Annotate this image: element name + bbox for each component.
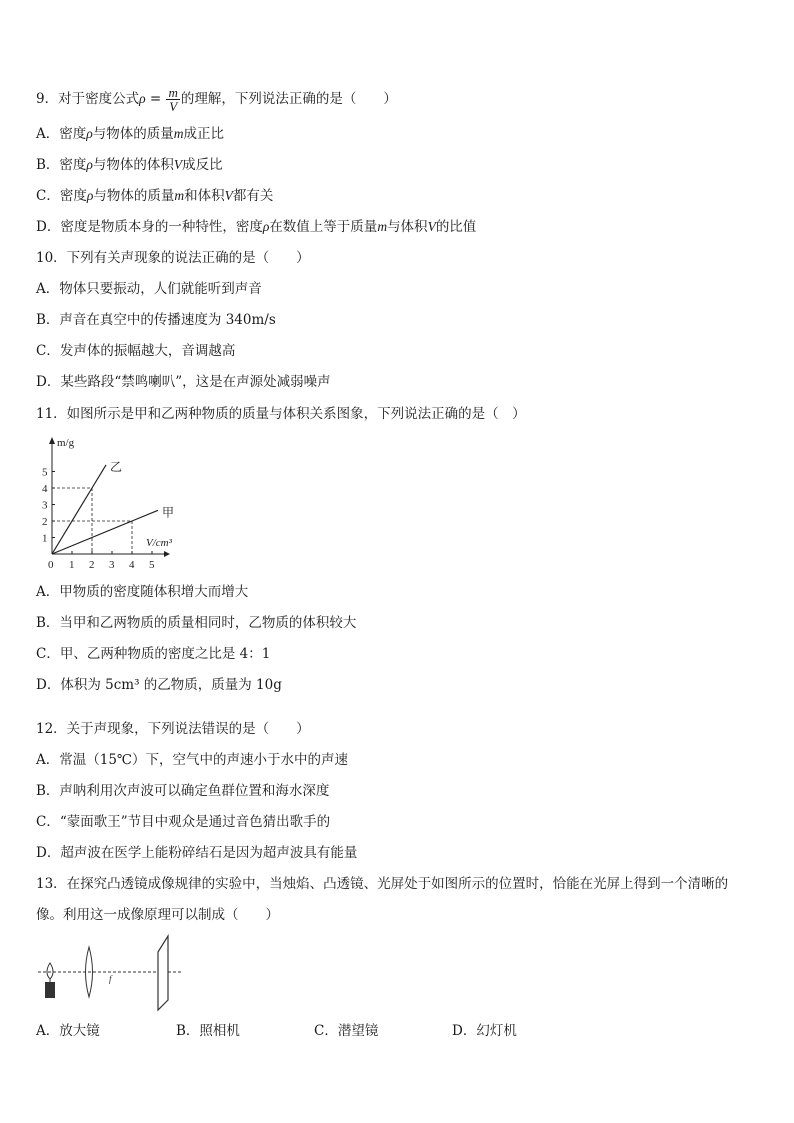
- q13-option-c: C．潜望镜: [314, 1023, 379, 1039]
- q10-stem: 10．下列有关声现象的说法正确的是（ ）: [36, 250, 310, 266]
- q10-option-c: C．发声体的振幅越大，音调越高: [36, 343, 236, 359]
- series-label-2: 甲: [162, 505, 175, 520]
- q13-option-b: B．照相机: [176, 1023, 240, 1039]
- q9-stem-suffix: 的理解，下列说法正确的是（ ）: [180, 91, 397, 107]
- series-line-1: [52, 465, 106, 554]
- q9-b-rho: ρ: [86, 157, 93, 172]
- q9-d-text-2: 与体积: [387, 219, 428, 235]
- q9-c-rho: ρ: [86, 188, 94, 203]
- q12-stem: 12．关于声现象，下列说法错误的是（ ）: [36, 721, 310, 737]
- q9-d-text-3: 的比值: [435, 219, 477, 235]
- y-tick-label: 2: [42, 516, 48, 528]
- optical-bench-figure: [36, 932, 186, 1012]
- q9-option-a: [36, 125, 224, 143]
- q9-a-m: m: [173, 126, 184, 141]
- q12-option-c: C．“蒙面歌王”节目中观众是通过音色猜出歌手的: [36, 814, 331, 830]
- q9-a-rho: ρ: [86, 126, 93, 141]
- y-tick-label: 3: [42, 499, 48, 512]
- q10-option-b: B．声音在真空中的传播速度为 340m/s: [36, 312, 276, 328]
- q12-option-a: A．常温（15℃）下，空气中的声速小于水中的声速: [36, 752, 349, 768]
- q11-option-c: C．甲、乙两种物质的密度之比是 4：1: [36, 646, 271, 662]
- x-axis-arrow: [164, 551, 170, 557]
- q9-c-text-1: 与物体的质量: [93, 188, 175, 204]
- x-tick-label: 1: [69, 559, 75, 571]
- x-tick-label: 3: [109, 559, 115, 571]
- x-tick-label: 5: [149, 559, 155, 571]
- q9-option-d: [36, 218, 476, 236]
- q12-option-b: B．声呐利用次声波可以确定鱼群位置和海水深度: [36, 783, 330, 799]
- q9-stem: [36, 86, 397, 113]
- q9-c-m: m: [174, 188, 185, 203]
- q9-rho-symbol: ρ: [139, 91, 146, 106]
- q9-c-v: V: [224, 188, 233, 203]
- light-screen-icon: [158, 936, 168, 1010]
- q9-a-text-2: 成正比: [183, 126, 224, 142]
- x-tick-label: 2: [89, 559, 95, 571]
- q13-stem-line2: 像。利用这一成像原理可以制成（ ）: [36, 907, 279, 923]
- series-line-2: [52, 510, 158, 554]
- q9-c-text-3: 都有关: [232, 188, 274, 204]
- q9-a-text-0: A．密度: [36, 126, 87, 142]
- graph-labels: [42, 437, 174, 571]
- q10-option-d: D．某些路段“禁鸣喇叭”，这是在声源处减弱噪声: [36, 374, 331, 390]
- graph-guide-lines: [52, 488, 132, 554]
- series-label-1: 乙: [110, 459, 123, 474]
- q13-stem-line1: 13．在探究凸透镜成像规律的实验中，当烛焰、凸透镜、光屏处于如图所示的位置时，恰能在光屏上得到一个清晰的: [36, 876, 729, 892]
- q11-option-a: A．甲物质的密度随体积增大而增大: [36, 584, 249, 600]
- q13-option-d: D．幻灯机: [452, 1023, 517, 1039]
- q9-fraction-numerator: m: [168, 85, 178, 100]
- candle-icon: [45, 963, 55, 998]
- y-tick-label: 1: [42, 532, 48, 545]
- q9-equals: =: [145, 91, 166, 107]
- q9-d-rho: ρ: [262, 219, 270, 234]
- mass-volume-graph: [28, 432, 228, 572]
- focal-length-label: f: [109, 974, 112, 984]
- y-axis-arrow: [49, 437, 55, 444]
- q9-d-text-1: 在数值上等于质量: [269, 219, 378, 235]
- graph-series: [52, 465, 158, 554]
- q10-option-a: A．物体只要振动，人们就能听到声音: [36, 281, 262, 297]
- q9-b-text-0: B．密度: [36, 157, 87, 173]
- y-tick-label: 4: [42, 483, 48, 495]
- q9-b-v: V: [173, 157, 183, 172]
- q9-b-text-2: 成反比: [182, 157, 223, 173]
- q9-a-text-1: 与物体的质量: [92, 126, 174, 142]
- q9-stem-prefix: 9．对于密度公式: [36, 91, 140, 107]
- q12-option-d: D．超声波在医学上能粉碎结石是因为超声波具有能量: [36, 845, 358, 861]
- q11-option-b: B．当甲和乙两物质的质量相同时，乙物质的体积较大: [36, 615, 357, 631]
- x-tick-label: 4: [129, 559, 135, 571]
- q9-d-text-0: D．密度是物质本身的一种特性，密度: [36, 219, 263, 235]
- q11-stem: 11．如图所示是甲和乙两种物质的质量与体积关系图象，下列说法正确的是（ ）: [36, 406, 526, 422]
- q9-d-m: m: [377, 219, 388, 234]
- y-tick-label: 5: [42, 466, 48, 479]
- q9-option-c: [36, 187, 273, 205]
- q9-c-text-0: C．密度: [36, 188, 87, 204]
- q9-b-text-1: 与物体的体积: [92, 157, 174, 173]
- q9-density-fraction: [166, 86, 179, 113]
- q9-d-v: V: [427, 219, 436, 234]
- y-axis-label: m/g: [57, 437, 75, 449]
- x-tick-label: 0: [48, 559, 54, 571]
- q9-option-b: [36, 156, 223, 174]
- x-axis-label: V/cm³: [146, 537, 172, 549]
- q13-option-a: A．放大镜: [36, 1023, 100, 1039]
- q11-option-d: D．体积为 5cm³ 的乙物质，质量为 10g: [36, 677, 282, 693]
- q9-c-text-2: 和体积: [184, 188, 225, 204]
- q9-fraction-denominator: V: [169, 99, 178, 114]
